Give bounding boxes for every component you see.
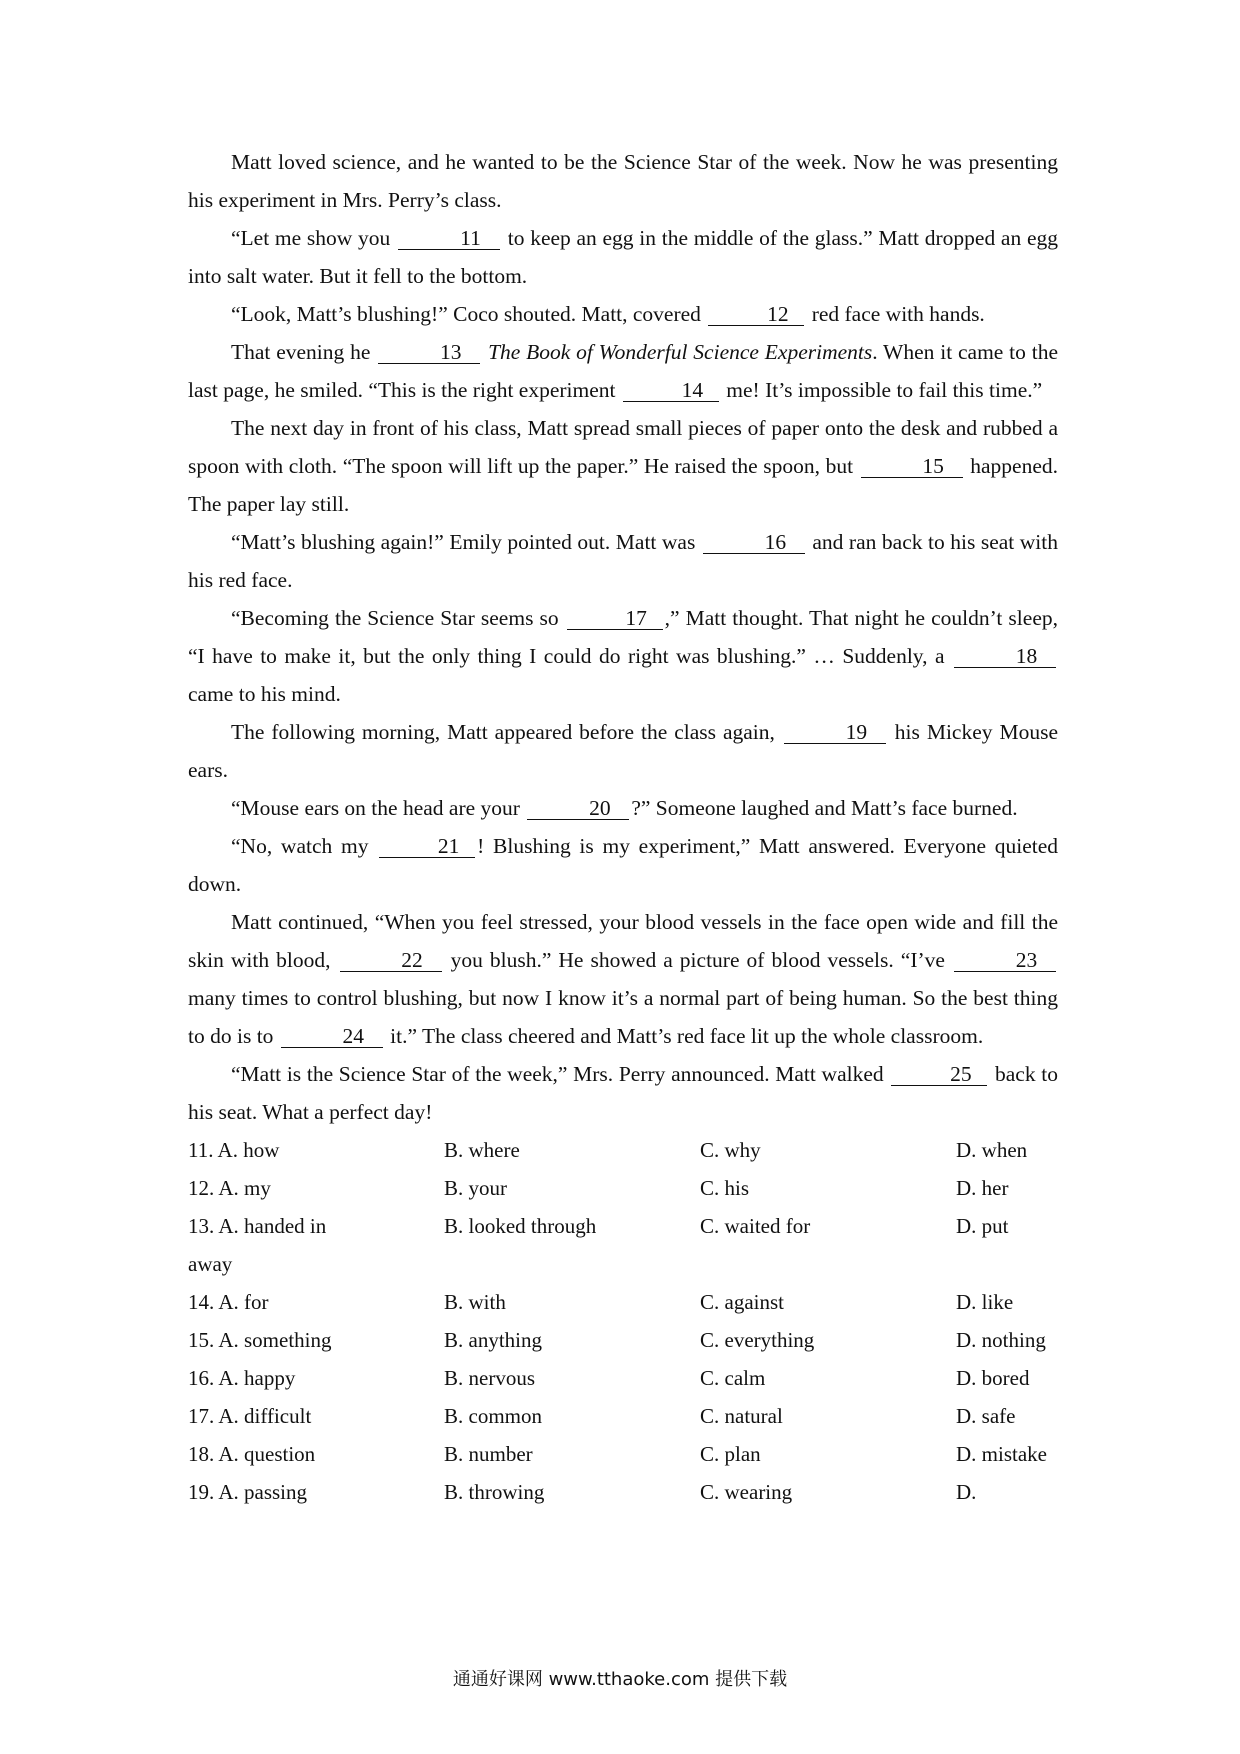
option-d[interactable]: D.	[956, 1480, 977, 1504]
blank-21[interactable]: 21	[379, 835, 475, 858]
option-d[interactable]: D. mistake	[956, 1442, 1047, 1466]
option-c[interactable]: C. everything	[700, 1328, 815, 1352]
option-b[interactable]: B. with	[444, 1290, 506, 1314]
option-b[interactable]: B. common	[444, 1404, 542, 1428]
blank-12[interactable]: 12	[708, 303, 804, 326]
paragraph-6: “Matt’s blushing again!” Emily pointed out. Matt was 16 and ran back to his seat with his red face.	[188, 530, 1058, 592]
blank-16[interactable]: 16	[703, 531, 805, 554]
blank-17[interactable]: 17	[567, 607, 663, 630]
option-b[interactable]: B. anything	[444, 1328, 542, 1352]
option-c[interactable]: C. calm	[700, 1366, 766, 1390]
blank-24[interactable]: 24	[281, 1025, 383, 1048]
option-d[interactable]: D. nothing	[956, 1328, 1046, 1352]
paragraph-9: “Mouse ears on the head are your 20 ?” Someone laughed and Matt’s face burned.	[231, 796, 1018, 820]
option-row-16	[188, 1359, 1058, 1397]
option-c[interactable]: C. plan	[700, 1442, 761, 1466]
answer-options	[188, 1131, 1058, 1511]
paragraph-2: “Let me show you 11 to keep an egg in the middle of the glass.” Matt dropped an egg into salt water. But it fell to the bottom.	[188, 226, 1058, 288]
blank-11[interactable]: 11	[398, 227, 500, 250]
option-a[interactable]: 14. A. for	[188, 1290, 269, 1314]
blank-25[interactable]: 25	[891, 1063, 987, 1086]
option-a[interactable]: 16. A. happy	[188, 1366, 296, 1390]
option-c[interactable]: C. natural	[700, 1404, 783, 1428]
option-c[interactable]: C. his	[700, 1176, 750, 1200]
option-13-d-continuation: away	[188, 1252, 233, 1276]
option-row-12	[188, 1169, 1058, 1207]
option-row-19	[188, 1473, 1058, 1511]
option-d[interactable]: D. safe	[956, 1404, 1016, 1428]
option-row-14	[188, 1283, 1058, 1321]
option-d[interactable]: D. her	[956, 1176, 1009, 1200]
option-a[interactable]: 18. A. question	[188, 1442, 316, 1466]
paragraph-3: “Look, Matt’s blushing!” Coco shouted. Matt, covered 12 red face with hands.	[231, 302, 985, 326]
paragraph-11: Matt continued, “When you feel stressed, your blood vessels in the face open wide and fill the skin with blood, 22 you blush.” He showed a picture of blood vessels. “I’ve 23 many times to control blushing, but now I know it’s a normal part of being human. So the best thing to do is to 24 it.” The class cheered and Matt’s red face lit up the whole classroom.	[188, 910, 1058, 1048]
option-c[interactable]: C. waited for	[700, 1214, 811, 1238]
option-row-18	[188, 1435, 1058, 1473]
option-b[interactable]: B. your	[444, 1176, 507, 1200]
option-b[interactable]: B. where	[444, 1138, 520, 1162]
paragraph-12: “Matt is the Science Star of the week,” Mrs. Perry announced. Matt walked 25 back to his seat. What a perfect day!	[188, 1062, 1058, 1124]
option-row-13	[188, 1207, 1058, 1245]
blank-20[interactable]: 20	[527, 797, 629, 820]
page-footer: 通通好课网 www.tthaoke.com 提供下载	[452, 1669, 788, 1690]
option-row-17	[188, 1397, 1058, 1435]
blank-14[interactable]: 14	[623, 379, 719, 402]
option-a[interactable]: 19. A. passing	[188, 1480, 308, 1504]
blank-15[interactable]: 15	[861, 455, 963, 478]
blank-13[interactable]: 13	[378, 341, 480, 364]
option-d[interactable]: D. put	[956, 1214, 1009, 1238]
option-d[interactable]: D. like	[956, 1290, 1014, 1314]
option-c[interactable]: C. wearing	[700, 1480, 793, 1504]
paragraph-4: That evening he 13 The Book of Wonderful Science Experiments. When it came to the last page, he smiled. “This is the right experiment 14 me! It’s impossible to fail this time.”	[188, 340, 1058, 402]
option-b[interactable]: B. throwing	[444, 1480, 545, 1504]
blank-18[interactable]: 18	[954, 645, 1056, 668]
paragraph-7: “Becoming the Science Star seems so 17 ,” Matt thought. That night he couldn’t sleep, “I have to make it, but the only thing I could do right was blushing.” … Suddenly, a 18 came to his mind.	[188, 606, 1058, 706]
option-a[interactable]: 12. A. my	[188, 1176, 271, 1200]
option-row-11	[188, 1131, 1058, 1169]
option-row-15	[188, 1321, 1058, 1359]
option-d[interactable]: D. bored	[956, 1366, 1030, 1390]
option-a[interactable]: 17. A. difficult	[188, 1404, 312, 1428]
book-title: The Book of Wonderful Science Experiments	[488, 340, 873, 364]
blank-23[interactable]: 23	[954, 949, 1056, 972]
option-b[interactable]: B. looked through	[444, 1214, 597, 1238]
paragraph-10: “No, watch my 21 ! Blushing is my experiment,” Matt answered. Everyone quieted down.	[188, 834, 1058, 896]
option-b[interactable]: B. nervous	[444, 1366, 535, 1390]
paragraph-5: The next day in front of his class, Matt spread small pieces of paper onto the desk and rubbed a spoon with cloth. “The spoon will lift up the paper.” He raised the spoon, but 15 happened. The paper lay still.	[188, 416, 1058, 516]
option-a[interactable]: 13. A. handed in	[188, 1214, 327, 1238]
blank-19[interactable]: 19	[784, 721, 886, 744]
paragraph-8: The following morning, Matt appeared before the class again, 19 his Mickey Mouse ears.	[188, 720, 1058, 782]
paragraph-1: Matt loved science, and he wanted to be the Science Star of the week. Now he was presenting his experiment in Mrs. Perry’s class.	[188, 150, 1058, 212]
option-a[interactable]: 11. A. how	[188, 1138, 280, 1162]
option-a[interactable]: 15. A. something	[188, 1328, 332, 1352]
option-c[interactable]: C. why	[700, 1138, 761, 1162]
option-b[interactable]: B. number	[444, 1442, 533, 1466]
document-page	[188, 143, 1058, 1511]
option-c[interactable]: C. against	[700, 1290, 784, 1314]
cloze-passage	[188, 143, 1058, 1131]
option-d[interactable]: D. when	[956, 1138, 1028, 1162]
blank-22[interactable]: 22	[340, 949, 442, 972]
